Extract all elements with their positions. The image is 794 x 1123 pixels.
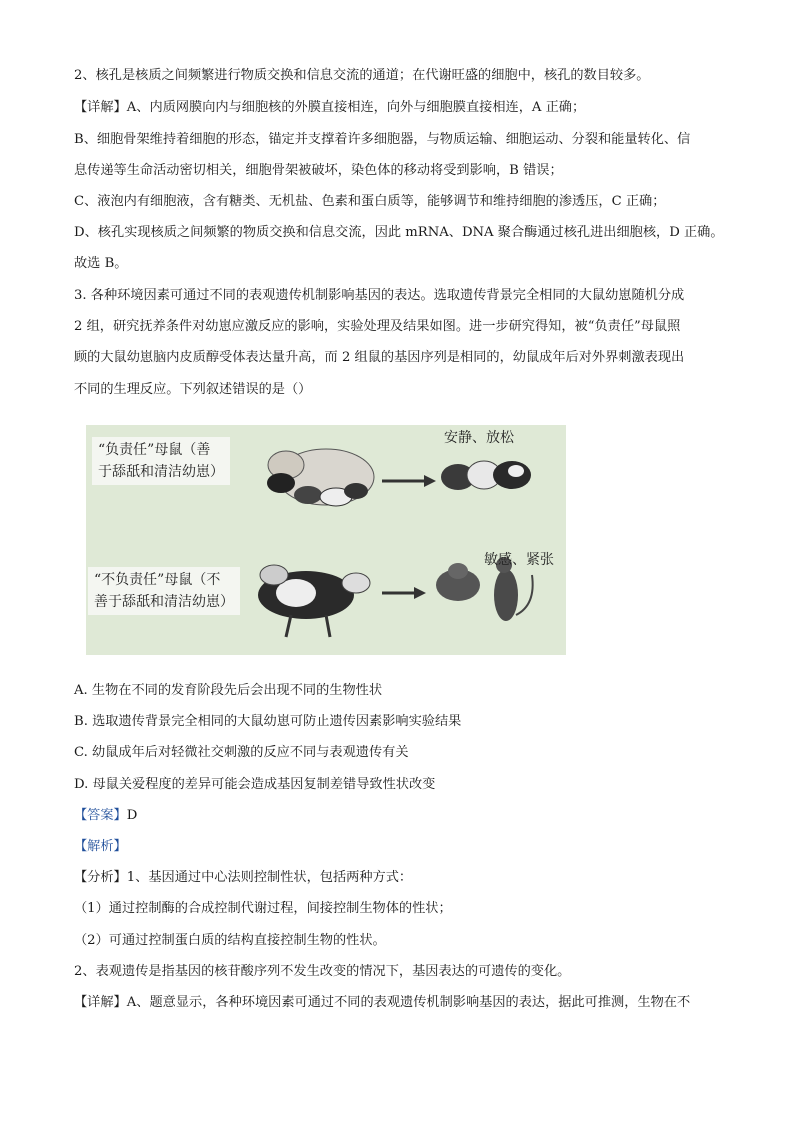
answer-value: D <box>126 808 138 823</box>
stressed-result-label: 敏感、紧张 <box>484 552 554 568</box>
analysis-line: 【详解】A、题意显示，各种环境因素可通过不同的表观遗传机制影响基因的表达，据此可推测，生物在不 <box>74 995 691 1010</box>
text-line: B、细胞骨架维持着细胞的形态，锚定并支撑着许多细胞器，与物质运输、细胞运动、分裂和能量转化、信 <box>74 132 691 147</box>
text-line: D、核孔实现核质之间频繁的物质交换和信息交流，因此 mRNA、DNA 聚合酶通过核孔进出细胞核，D 正确。 <box>74 225 724 240</box>
calm-result-label: 安静、放松 <box>444 430 514 446</box>
text-line: 息传递等生命活动密切相关，细胞骨架被破坏，染色体的移动将受到影响，B 错误； <box>74 163 563 178</box>
option-c: C. 幼鼠成年后对轻微社交刺激的反应不同与表观遗传有关 <box>74 745 409 760</box>
neglectful-mother-label: “不负责任”母鼠（不 善于舔舐和清洁幼崽） <box>88 567 240 615</box>
question-stem: 3. 各种环境因素可通过不同的表观遗传机制影响基因的表达。选取遗传背景完全相同的大鼠幼崽随机分成 <box>74 288 685 303</box>
caring-mother-label: “负责任”母鼠（善 于舔舐和清洁幼崽） <box>92 437 230 485</box>
analysis-line: （2）可通过控制蛋白质的结构直接控制生物的性状。 <box>74 933 386 948</box>
analysis-line: （1）通过控制酶的合成控制代谢过程，间接控制生物体的性状； <box>74 901 452 916</box>
option-b: B. 选取遗传背景完全相同的大鼠幼崽可防止遗传因素影响实验结果 <box>74 714 462 729</box>
question-stem: 顾的大鼠幼崽脑内皮质醇受体表达量升高，而 2 组鼠的基因序列是相同的，幼鼠成年后对外界刺激表现出 <box>74 350 685 365</box>
question-stem: 2 组，研究抚养条件对幼崽应激反应的影响，实验处理及结果如图。进一步研究得知，被“负责任”母鼠照 <box>74 319 681 334</box>
text-line: C、液泡内有细胞液，含有糖类、无机盐、色素和蛋白质等，能够调节和维持细胞的渗透压，C 正确； <box>74 194 666 209</box>
analysis-line: 2、表观遗传是指基因的核苷酸序列不发生改变的情况下，基因表达的可遗传的变化。 <box>74 964 571 979</box>
analysis-tag: 【解析】 <box>74 839 127 854</box>
text-line: 故选 B。 <box>74 256 128 271</box>
analysis-line: 【分析】1、基因通过中心法则控制性状，包括两种方式： <box>74 870 413 885</box>
experiment-figure <box>86 425 566 655</box>
option-a: A. 生物在不同的发育阶段先后会出现不同的生物性状 <box>74 683 383 698</box>
text-line: 2、核孔是核质之间频繁进行物质交换和信息交流的通道；在代谢旺盛的细胞中，核孔的数目较多。 <box>74 68 650 83</box>
arrow-icon <box>382 475 436 487</box>
question-stem: 不同的生理反应。下列叙述错误的是（） <box>74 382 312 397</box>
answer-tag: 【答案】 <box>74 808 127 823</box>
arrow-icon <box>382 587 426 599</box>
calm-rats-image <box>441 461 531 490</box>
neglectful-mother-rat-image <box>258 565 370 637</box>
caring-mother-rat-image <box>267 449 374 506</box>
text-line: 【详解】A、内质网膜向内与细胞核的外膜直接相连，向外与细胞膜直接相连，A 正确； <box>74 100 586 115</box>
answer-line <box>74 806 137 826</box>
option-d: D. 母鼠关爱程度的差异可能会造成基因复制差错导致性状改变 <box>74 777 436 792</box>
